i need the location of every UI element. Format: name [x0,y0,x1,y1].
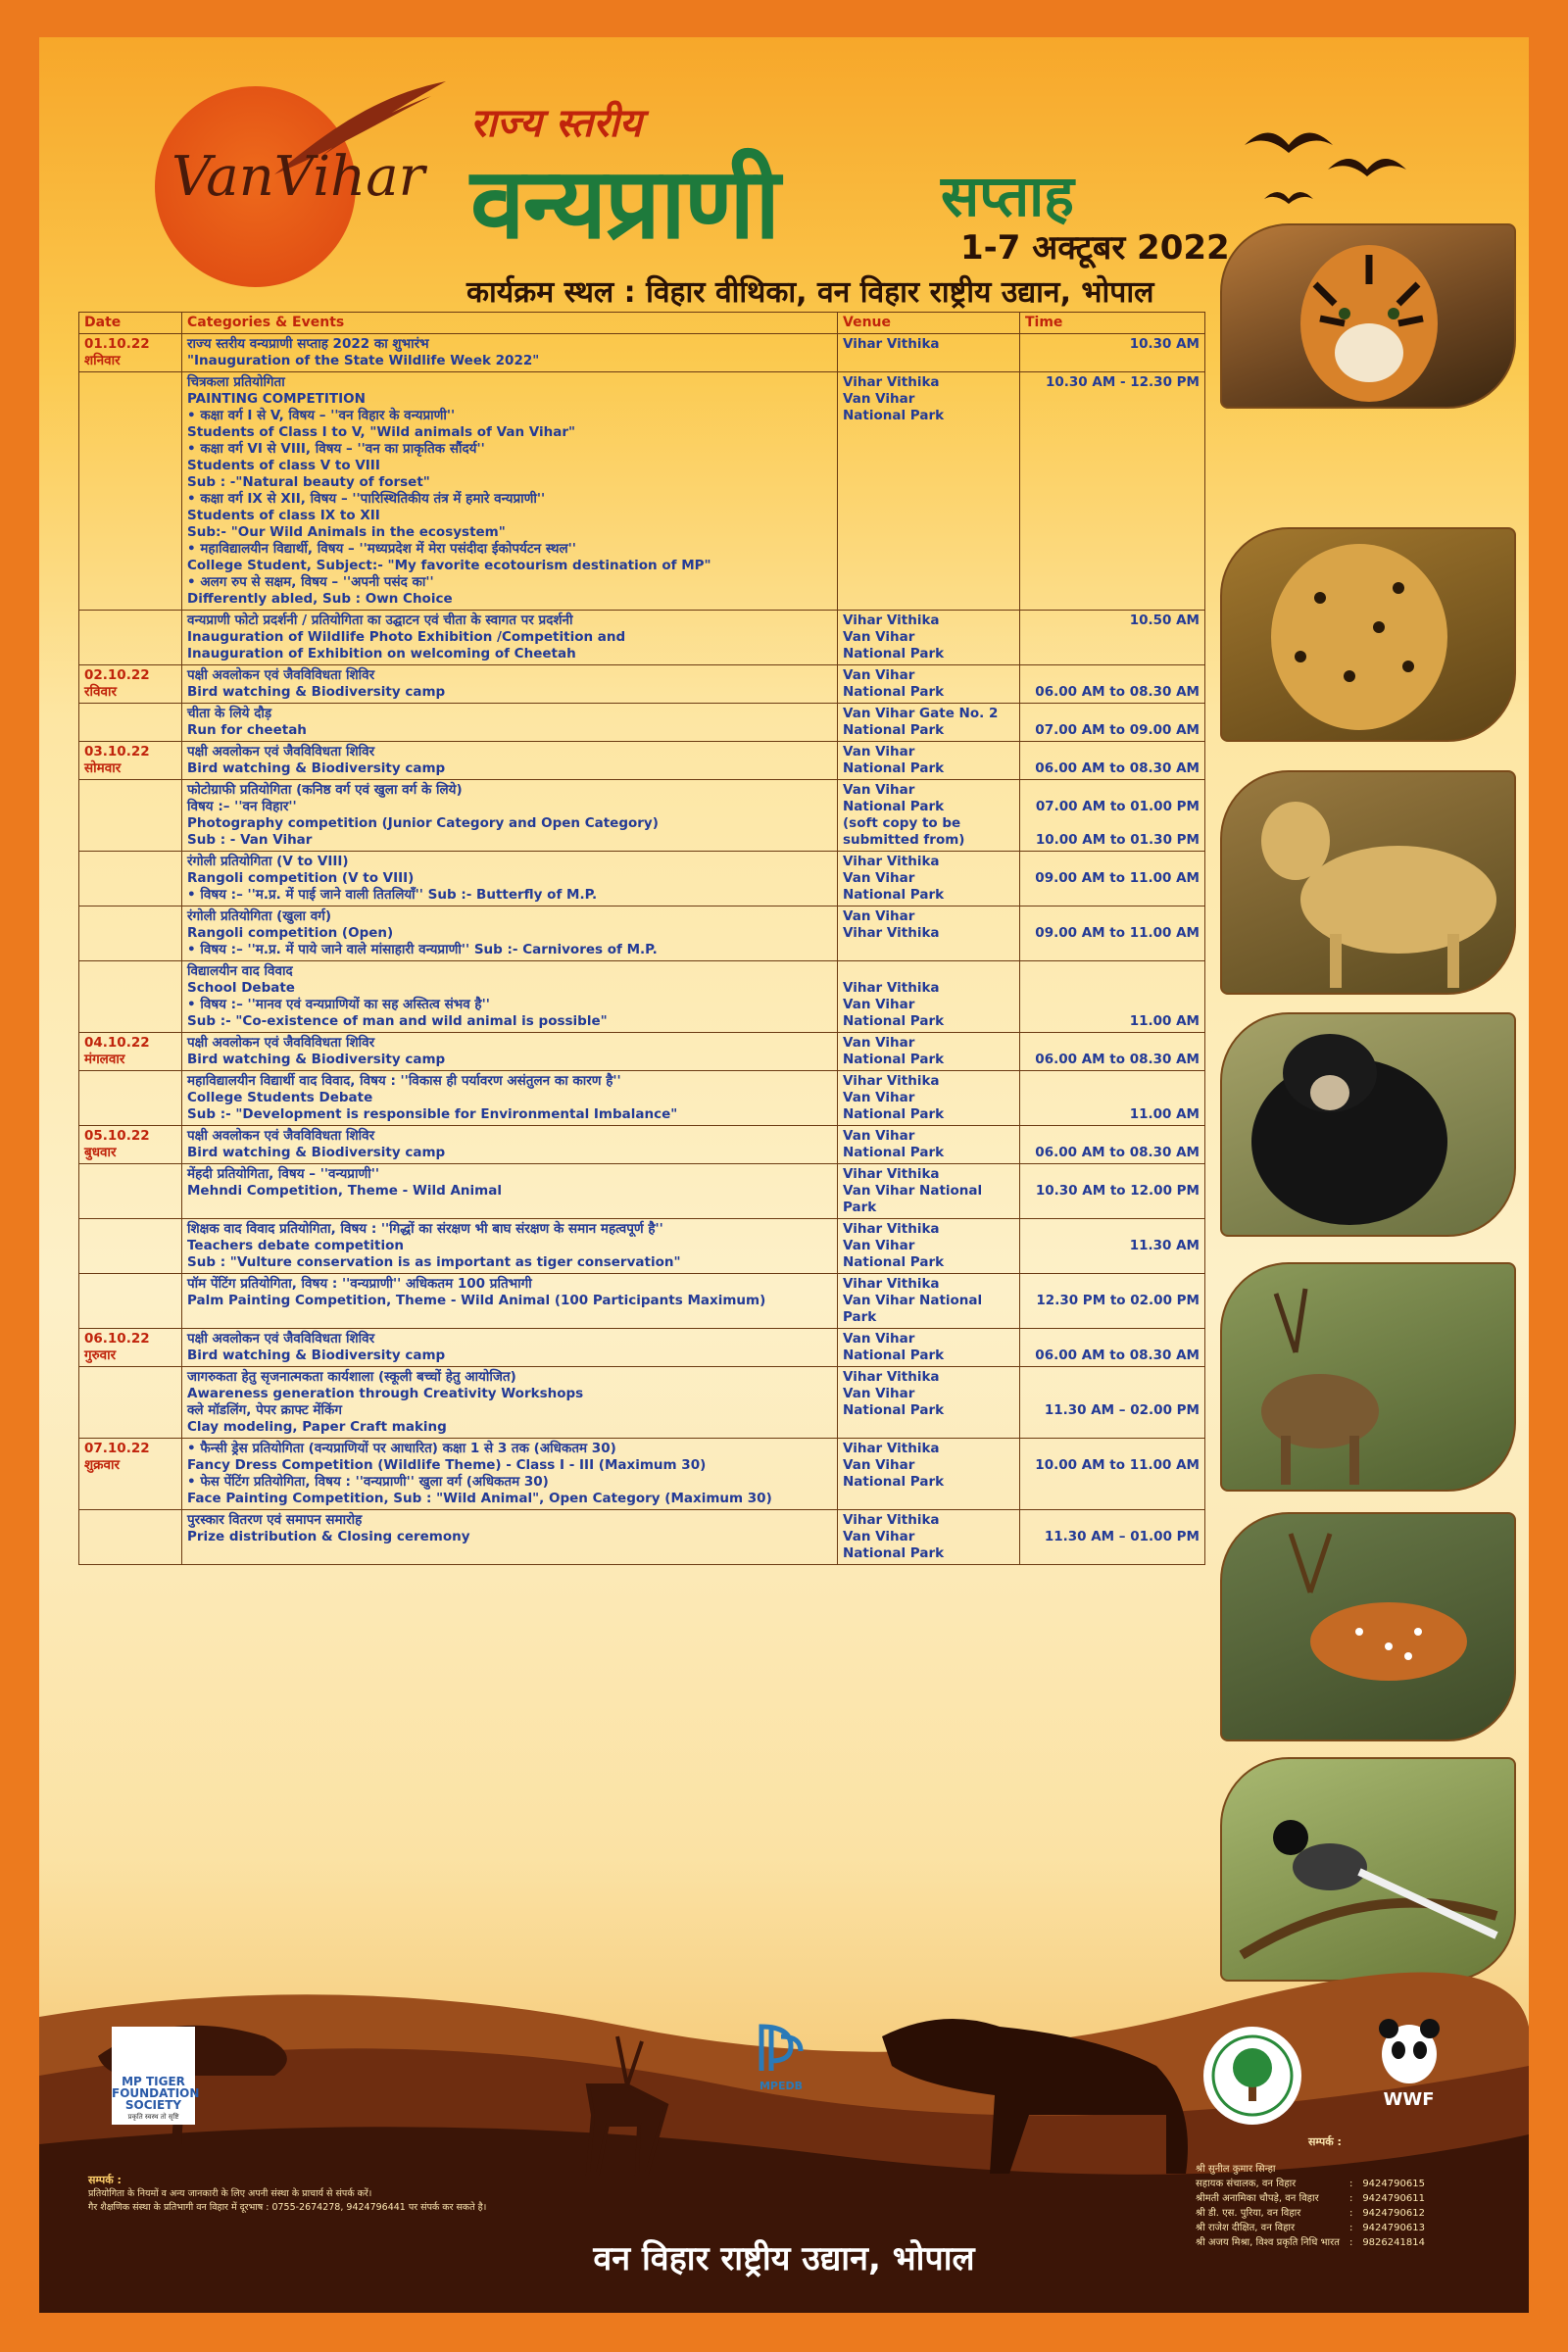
cell-date [79,961,182,1033]
col-events: Categories & Events [182,313,838,334]
title-big: वन्यप्राणी [470,146,779,261]
cell-events: पुरस्कार वितरण एवं समापन समारोह Prize distribution & Closing ceremony [182,1510,838,1565]
cell-venue: Vihar Vithika [838,334,1020,372]
cell-venue: Van Vihar National Park [838,1329,1020,1367]
cell-venue: Vihar Vithika Van Vihar National Park [838,1164,1020,1219]
cell-date: 02.10.22 रविवार [79,665,182,704]
schedule-table [78,312,1205,1565]
cell-venue: Van Vihar National Park [838,665,1020,704]
cell-venue: Vihar Vithika Van Vihar National Park [838,1510,1020,1565]
cell-date [79,1071,182,1126]
cell-date [79,780,182,852]
contact-role: : [1348,2223,1353,2233]
title-week: सप्ताह [941,163,1074,229]
table-row [79,704,1205,742]
cell-date [79,1367,182,1439]
cell-events: वन्यप्राणी फोटो प्रदर्शनी / प्रतियोगिता का उद्घाटन एवं चीता के स्वागत पर प्रदर्शनी Inauguration of Wildlife Photo Exhibition /Competition and Inauguration of Exhibition on welcoming of Cheetah [182,611,838,665]
cell-time: 11.30 AM – 01.00 PM [1020,1510,1205,1565]
contact-row [1196,2206,1435,2221]
cell-time: 10.30 AM - 12.30 PM [1020,372,1205,611]
table-row [79,961,1205,1033]
table-row [79,1510,1205,1565]
cell-events: फोटोग्राफी प्रतियोगिता (कनिष्ठ वर्ग एवं खुला वर्ग के लिये) विषय :– ''वन विहार'' Photography competition (Junior Category and Open Category) Sub : - Van Vihar [182,780,838,852]
cell-venue: Van Vihar National Park (soft copy to be submitted from) [838,780,1020,852]
cell-events: रंगोली प्रतियोगिता (खुला वर्ग) Rangoli competition (Open) • विषय :– ''म.प्र. में पाये जाने वाले मांसाहारी वन्यप्राणी'' Sub :- Carnivores of M.P. [182,906,838,961]
cell-events: पक्षी अवलोकन एवं जैवविविधता शिविर Bird watching & Biodiversity camp [182,1126,838,1164]
cell-venue: Vihar Vithika Van Vihar National Park [838,1071,1020,1126]
contact-role: : [1348,2179,1353,2189]
title-small: राज्य स्तरीय [470,101,643,146]
cell-time: 10.00 AM to 11.00 AM [1020,1439,1205,1510]
table-row [79,742,1205,780]
cell-venue: Vihar Vithika Van Vihar National Park [838,1219,1020,1274]
spotted-deer-photo [1220,1512,1516,1741]
sloth-bear-photo [1220,1012,1516,1237]
contact-name: श्री अजय मिश्रा, विश्व प्रकृति निधि भारत [1196,2237,1340,2248]
col-venue: Venue [838,313,1020,334]
cell-time: 10.50 AM [1020,611,1205,665]
cell-events: पक्षी अवलोकन एवं जैवविविधता शिविर Bird watching & Biodiversity camp [182,742,838,780]
cell-events: चित्रकला प्रतियोगिता PAINTING COMPETITION • कक्षा वर्ग I से V, विषय – ''वन विहार के वन्यप्राणी'' Students of Class I to V, "Wild animals of Van Vihar" • कक्षा वर्ग VI से VIII, विषय – ''वन का प्राकृतिक सौंदर्य'' Students of class V to VIII Sub : -"Natural beauty of forset" • कक्षा वर्ग IX से XII, विषय – ''पारिस्थितिकीय तंत्र में हमारे वन्यप्राणी'' Students of class IX to XII Sub:- "Our Wild Animals in the ecosystem" • महाविद्यालयीन विद्यार्थी, विषय – ''मध्यप्रदेश में मेरा पसंदीदा ईकोपर्यटन स्थल'' College Student, Subject:- "My favorite ecotourism destination of MP" • अलग रुप से सक्षम, विषय – ''अपनी पसंद का'' Differently abled, Sub : Own Choice [182,372,838,611]
cell-date [79,372,182,611]
cell-date [79,1274,182,1329]
logo-main: VanVihar [172,145,425,209]
cell-date [79,1219,182,1274]
table-row [79,372,1205,611]
cell-date [79,611,182,665]
cell-time: 10.30 AM to 12.00 PM [1020,1164,1205,1219]
table-row [79,334,1205,372]
cell-events: राज्य स्तरीय वन्यप्राणी सप्ताह 2022 का शुभारंभ "Inauguration of the State Wildlife Week 2022" [182,334,838,372]
table-row [79,1219,1205,1274]
cell-date: 06.10.22 गुरुवार [79,1329,182,1367]
cell-venue: Van Vihar National Park [838,1033,1020,1071]
contact-row [1196,2221,1435,2235]
cheetah-photo [1220,770,1516,995]
contact-name: श्री सुनील कुमार सिन्हा [1196,2164,1276,2175]
cell-venue: Vihar Vithika Van Vihar National Park [838,611,1020,665]
cell-events: मेंहदी प्रतियोगिता, विषय – ''वन्यप्राणी'' Mehndi Competition, Theme - Wild Animal [182,1164,838,1219]
contact-left-title: सम्पर्क : [88,2174,122,2186]
contact-row [1196,2162,1435,2177]
schedule-body [79,334,1205,1565]
mp-tiger-tagline: प्रकृति स्वस्थ तो सृष्टि [127,2113,179,2121]
contact-phone: 9424790612 [1362,2208,1425,2219]
col-time: Time [1020,313,1205,334]
cell-venue: Vihar Vithika Van Vihar National Park [838,1274,1020,1329]
mp-tiger-foundation-logo [112,2027,200,2125]
contact-row [1196,2177,1435,2191]
contact-name: श्रीमती अनामिका चौपड़े, वन विहार [1196,2193,1319,2204]
cell-date [79,1510,182,1565]
cell-date [79,906,182,961]
cell-venue: Van Vihar National Park [838,742,1020,780]
footer-title: वन विहार राष्ट्रीय उद्यान, भोपाल [593,2239,975,2278]
contact-row [1196,2191,1435,2206]
cell-time: 10.30 AM [1020,334,1205,372]
cell-time: 11.00 AM [1020,1071,1205,1126]
cell-venue: Vihar Vithika Van Vihar National Park [838,961,1020,1033]
contact-left [88,2174,486,2215]
tiger-photo [1220,223,1516,409]
col-date: Date [79,313,182,334]
cell-time: 09.00 AM to 11.00 AM [1020,852,1205,906]
cell-time: 06.00 AM to 08.30 AM [1020,1033,1205,1071]
contact-role: : [1348,2237,1353,2248]
birds-icon [1235,116,1431,214]
cell-date: 01.10.22 शनिवार [79,334,182,372]
cell-date [79,1164,182,1219]
wwf-logo [1367,2017,1450,2110]
contact-role [1349,2162,1362,2177]
leopard-photo [1220,527,1516,742]
table-row [79,665,1205,704]
cell-time: 11.30 AM [1020,1219,1205,1274]
table-row [79,611,1205,665]
cell-events: पक्षी अवलोकन एवं जैवविविधता शिविर Bird watching & Biodiversity camp [182,1329,838,1367]
contact-role: : [1348,2208,1353,2219]
contact-left-line1: प्रतियोगिता के नियमों व अन्य जानकारी के लिए अपनी संस्था के प्राचार्य से संपर्क करें। [88,2188,372,2199]
contact-name: श्री डी. एस. पुरिया, वन विहार [1196,2208,1301,2219]
cell-venue: Van Vihar Gate No. 2 National Park [838,704,1020,742]
table-row [79,1033,1205,1071]
contact-role: : [1348,2193,1353,2204]
cell-date [79,704,182,742]
table-row [79,1164,1205,1219]
contact-right-title: सम्पर्क : [1308,2135,1342,2148]
venue-line: कार्यक्रम स्थल : विहार वीथिका, वन विहार राष्ट्रीय उद्यान, भोपाल [466,275,1154,310]
biodiversity-board-logo [1203,2027,1301,2125]
contact-phone: 9424790613 [1362,2223,1425,2233]
cell-date: 03.10.22 सोमवार [79,742,182,780]
table-row [79,1126,1205,1164]
contact-name: सहायक संचालक, वन विहार [1196,2179,1297,2189]
table-row [79,906,1205,961]
table-header-row [79,313,1205,334]
table-row [79,852,1205,906]
table-row [79,1439,1205,1510]
cell-venue: Van Vihar Vihar Vithika [838,906,1020,961]
cell-events: शिक्षक वाद विवाद प्रतियोगिता, विषय : ''गिद्धों का संरक्षण भी बाघ संरक्षण के समान महत्वपूर्ण है'' Teachers debate competition Sub : "Vulture conservation is as important as tiger conservation" [182,1219,838,1274]
cell-events: • फैन्सी ड्रेस प्रतियोगिता (वन्यप्राणियों पर आधारित) कक्षा 1 से 3 तक (अधिकतम 30) Fancy Dress Competition (Wildlife Theme) - Class I - III (Maximum 30) • फेस पेंटिंग प्रतियोगिता, विषय : ''वन्यप्राणी'' खुला वर्ग (अधिकतम 30) Face Painting Competition, Sub : "Wild Animal", Open Category (Maximum 30) [182,1439,838,1510]
cell-time: 06.00 AM to 08.30 AM [1020,665,1205,704]
contact-left-line2: गैर शैक्षणिक संस्था के प्रतिभागी वन विहार में दूरभाष : 0755-2674278, 9424796441 पर संपर्क कर सकते है। [88,2202,487,2213]
cell-events: चीता के लिये दौड़ Run for cheetah [182,704,838,742]
contact-phone: 9424790615 [1362,2179,1425,2189]
cell-time: 06.00 AM to 08.30 AM [1020,742,1205,780]
cell-time: 09.00 AM to 11.00 AM [1020,906,1205,961]
cell-events: विद्यालयीन वाद विवाद School Debate • विषय :– ''मानव एवं वन्यप्राणियों का सह अस्तित्व संभव है'' Sub :- "Co-existence of man and wild animal is possible" [182,961,838,1033]
cell-time: 06.00 AM to 08.30 AM [1020,1126,1205,1164]
cell-events: महाविद्यालयीन विद्यार्थी वाद विवाद, विषय : ''विकास ही पर्यावरण असंतुलन का कारण है'' College Students Debate Sub :- "Development is responsible for Environmental Imbalance" [182,1071,838,1126]
cell-date: 07.10.22 शुक्रवार [79,1439,182,1510]
cell-venue: Vihar Vithika Van Vihar National Park [838,1439,1020,1510]
mpedb-text: MPEDB [759,2080,804,2092]
cell-events: रंगोली प्रतियोगिता (V to VIII) Rangoli competition (V to VIII) • विषय :– ''म.प्र. में पाई जाने वाली तितलियाँ'' Sub :- Butterfly of M.P. [182,852,838,906]
cell-venue: Van Vihar National Park [838,1126,1020,1164]
table-row [79,1329,1205,1367]
contact-phone: 9424790611 [1362,2193,1425,2204]
wwf-text: WWF [1383,2089,1435,2110]
cell-date: 05.10.22 बुधवार [79,1126,182,1164]
cell-date [79,852,182,906]
cell-venue: Vihar Vithika Van Vihar National Park [838,852,1020,906]
contact-phone: 9826241814 [1362,2237,1425,2248]
table-row [79,1071,1205,1126]
mp-tiger-text: MP TIGER FOUNDATION SOCIETY [112,2075,200,2112]
table-row [79,1274,1205,1329]
cell-venue: Vihar Vithika Van Vihar National Park [838,1367,1020,1439]
cell-time: 07.00 AM to 01.00 PM 10.00 AM to 01.30 PM [1020,780,1205,852]
sambar-deer-photo [1220,1262,1516,1492]
mpedb-logo [747,2017,815,2105]
cell-time: 12.30 PM to 02.00 PM [1020,1274,1205,1329]
contact-phone [1362,2162,1435,2177]
cell-time: 11.00 AM [1020,961,1205,1033]
table-row [79,1367,1205,1439]
cell-time: 06.00 AM to 08.30 AM [1020,1329,1205,1367]
cell-time: 11.30 AM – 02.00 PM [1020,1367,1205,1439]
panda-icon [1375,2017,1444,2085]
cell-venue: Vihar Vithika Van Vihar National Park [838,372,1020,611]
cell-events: पॉम पेंटिंग प्रतियोगिता, विषय : ''वन्यप्राणी'' अधिकतम 100 प्रतिभागी Palm Painting Competition, Theme - Wild Animal (100 Participants Maximum) [182,1274,838,1329]
table-row [79,780,1205,852]
cell-events: जागरुकता हेतु सृजनात्मकता कार्यशाला (स्कूली बच्चों हेतु आयोजित) Awareness generation through Creativity Workshops क्ले मॉडलिंग, पेपर क्राफ्ट मेंकिंग Clay modeling, Paper Craft making [182,1367,838,1439]
cell-events: पक्षी अवलोकन एवं जैवविविधता शिविर Bird watching & Biodiversity camp [182,1033,838,1071]
cell-time: 07.00 AM to 09.00 AM [1020,704,1205,742]
cell-events: पक्षी अवलोकन एवं जैवविविधता शिविर Bird watching & Biodiversity camp [182,665,838,704]
event-dates: 1-7 अक्टूबर 2022 [960,228,1230,268]
poster [39,37,1529,2313]
cell-date: 04.10.22 मंगलवार [79,1033,182,1071]
contact-name: श्री राजेश दीक्षित, वन विहार [1196,2223,1296,2233]
